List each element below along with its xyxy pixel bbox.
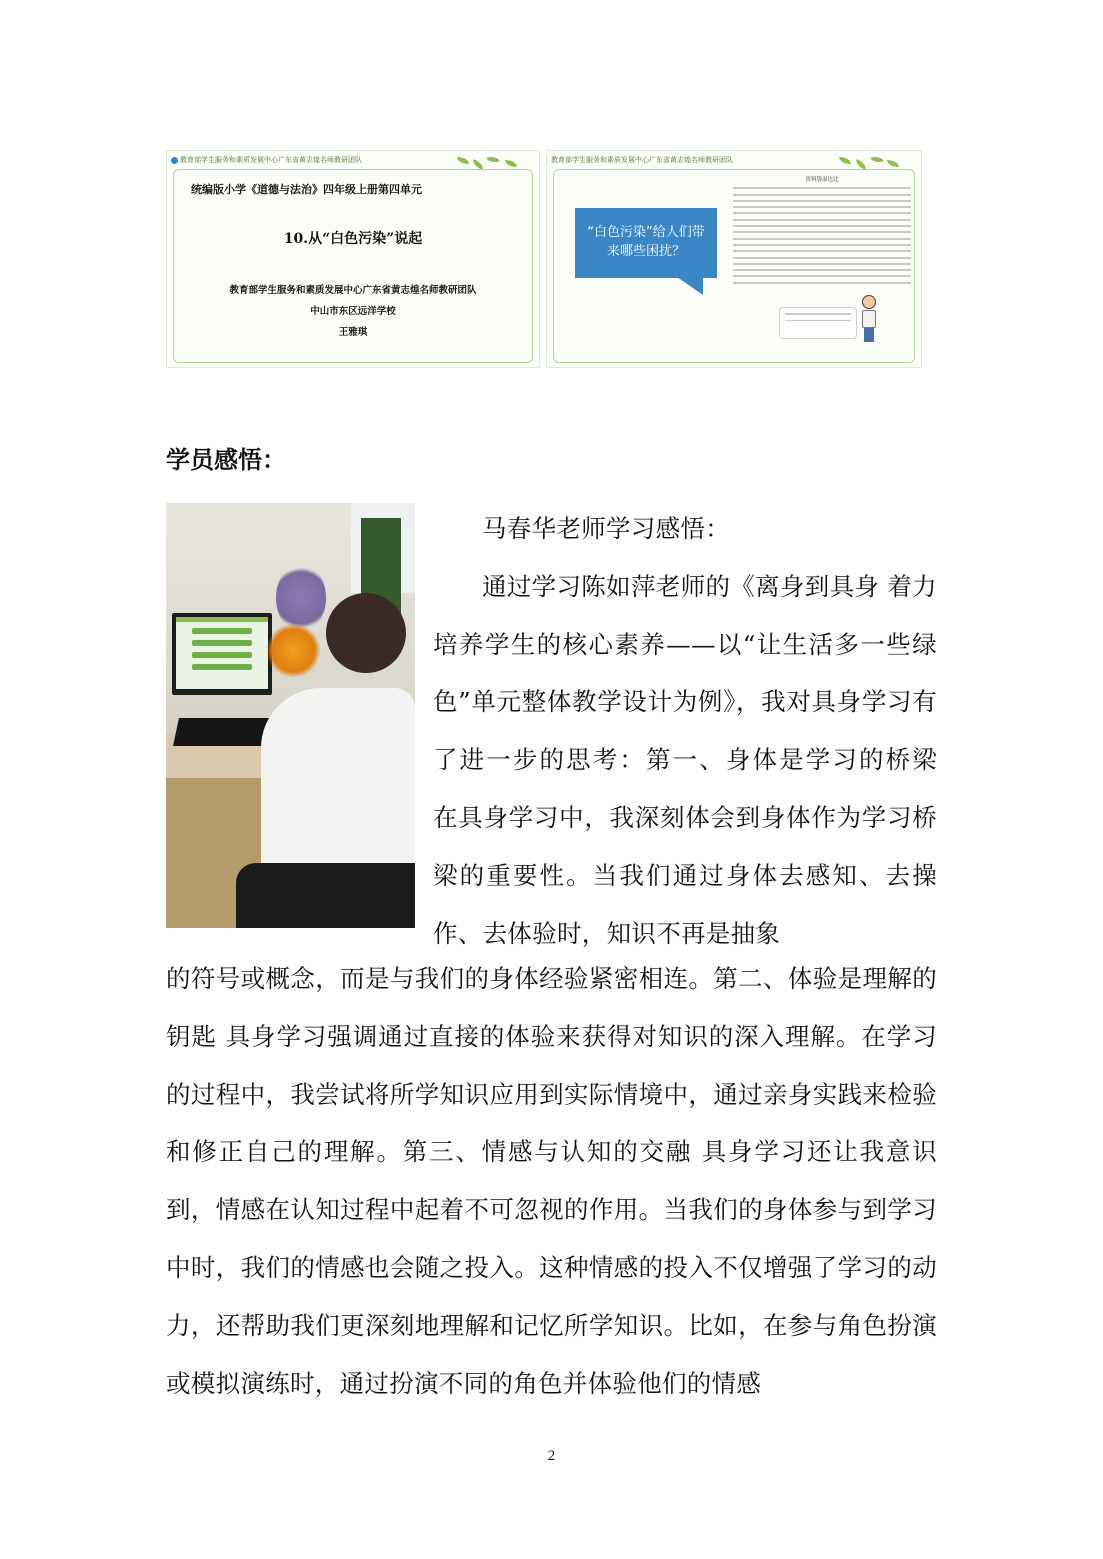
text-line (733, 212, 911, 214)
slide-header-text: 教育部学生服务和素质发展中心广东省黄志煌名师教研团队 (551, 156, 733, 164)
reflection-paragraph-continued: 的符号或概念，而是与我们的身体经验紧密相连。第二、体验是理解的钥匙 具身学习强调通过直接的体验来获得对知识的深入理解。在学习的过程中，我尝试将所学知识应用到实际情境中，通过亲身实践来检验和修正自己的理解。第三、情感与认知的交融 具身学习还让我意识到，情感在认知过程中起着不可忽视的作用。当我们的身体参与到学习中时，我们的情感也会随之投入。这种情感的投入不仅增强了学习的动力，还帮助我们更深刻地理解和记忆所学知识。比如，在参与角色扮演或模拟演练时，通过扮演不同的角色并体验他们的情感 (166, 964, 937, 1398)
photo-person-hair (326, 593, 406, 673)
photo-person-pants (236, 863, 415, 928)
leaf-icon (505, 160, 517, 167)
slide-title-image (166, 150, 540, 368)
leaf-icon (486, 155, 499, 165)
leaf-icon (457, 157, 469, 164)
text-line (733, 282, 911, 284)
boy-legs (864, 328, 874, 342)
slide-course: 统编版小学《道德与法治》四年级上册第四单元 (191, 183, 422, 196)
section-heading: 学员感悟： (166, 446, 286, 474)
text-line (733, 200, 911, 202)
reflection-text-top (433, 500, 937, 962)
text-line (785, 320, 851, 322)
text-line (785, 313, 851, 315)
boy-head (862, 295, 876, 309)
text-line (733, 238, 911, 240)
tip-note (779, 307, 857, 339)
author-line: 马春华老师学习感悟： (482, 514, 730, 543)
boy-illustration (861, 295, 877, 343)
photo-monitor (172, 613, 272, 695)
text-line (733, 206, 911, 208)
photo-person-body (261, 688, 415, 888)
slide-team: 教育部学生服务和素质发展中心广东省黄志煌名师教研团队 (229, 285, 477, 296)
text-line (733, 269, 911, 271)
question-bubble (575, 208, 717, 278)
slide-lesson-title: 10.从“白色污染”说起 (283, 231, 423, 247)
bubble-line-2: 来哪些困扰？ (606, 244, 685, 259)
text-line (733, 250, 911, 252)
leaf-icon (887, 160, 899, 167)
slide-images (166, 150, 922, 368)
photo-purple-flowers (276, 563, 326, 633)
slide-school: 中山市东区远洋学校 (310, 306, 396, 317)
photo-orange-flowers (266, 623, 321, 678)
slide-header-text: 教育部学生服务和素质发展中心广东省黄志煌名师教研团队 (180, 156, 362, 164)
slide-teacher: 王雅琪 (338, 327, 368, 338)
screen-row (192, 652, 252, 658)
text-line (733, 244, 911, 246)
photo-screen (176, 617, 268, 689)
text-line (733, 231, 911, 233)
text-line (733, 275, 911, 277)
bubble-tail (677, 277, 703, 295)
text-line (733, 263, 911, 265)
leaf-icon (839, 157, 851, 164)
boy-body (862, 310, 876, 328)
slide-header (551, 155, 733, 165)
student-photo (166, 503, 415, 928)
logo-icon (171, 157, 178, 164)
slide-question-image (546, 150, 922, 368)
text-line (733, 194, 911, 196)
text-line (733, 257, 911, 259)
page-number: 2 (547, 1448, 556, 1464)
text-line (733, 219, 911, 221)
screen-row (192, 640, 252, 646)
text-line (733, 225, 911, 227)
slide-header (171, 155, 362, 165)
bubble-line-1: “白色污染”给人们带 (587, 225, 705, 240)
screen-row (192, 664, 252, 670)
screen-row (192, 628, 252, 634)
reading-title: 资料袋湿达比 (805, 177, 839, 183)
screen-bar (176, 617, 268, 622)
leaf-icon (870, 155, 883, 165)
text-line (733, 187, 911, 189)
reflection-paragraph-start: 通过学习陈如萍老师的《离身到具身 着力培养学生的核心素养——以“让生活多一些绿色”单元整体教学设计为例》，我对具身学习有了进一步的思考：第一、身体是学习的桥梁 在具身学习中，我深刻体会到身体作为学习桥梁的重要性。当我们通过身体去感知、去操作、去体验时，知识不再是抽象 (433, 571, 937, 948)
